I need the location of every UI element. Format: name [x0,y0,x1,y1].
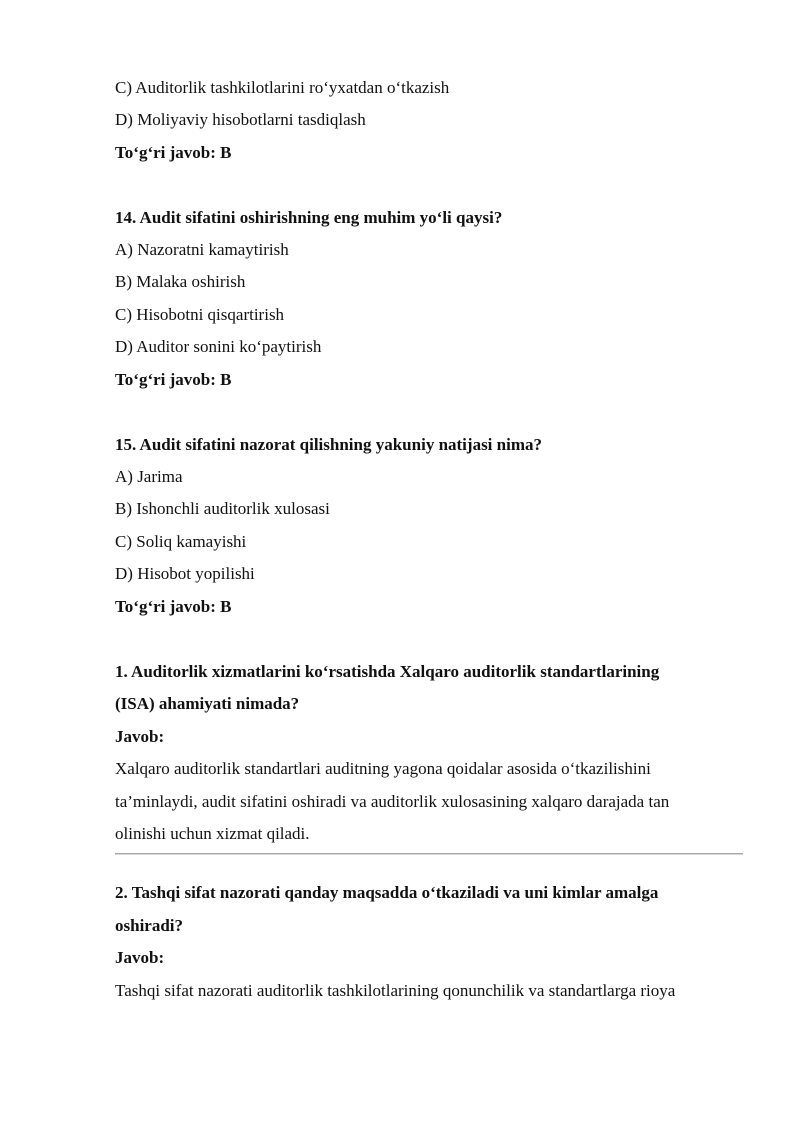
option-c: C) Auditorlik tashkilotlarini ro‘yxatdan o‘tkazish [115,78,450,97]
question-15-option-a: A) Jarima [115,467,183,486]
question-14-option-a: A) Nazoratni kamaytirish [115,240,289,259]
question-14-option-b: B) Malaka oshirish [115,272,246,291]
question-15-option-c: C) Soliq kamayishi [115,532,247,551]
option-d: D) Moliyaviy hisobotlarni tasdiqlash [115,110,366,129]
open-question-1-answer-line-3: olinishi uchun xizmat qiladi. [115,824,310,843]
open-question-1-answer-line-2: ta’minlaydi, audit sifatini oshiradi va auditorlik xulosasining xalqaro darajada tan [115,792,670,811]
section-divider [115,853,743,855]
question-15-option-d: D) Hisobot yopilishi [115,564,255,583]
question-14-option-d: D) Auditor sonini ko‘paytirish [115,337,322,356]
open-question-2-line-1: 2. Tashqi sifat nazorati qanday maqsadda o‘tkaziladi va uni kimlar amalga [115,883,659,902]
open-question-1-line-2: (ISA) ahamiyati nimada? [115,694,300,713]
open-question-2-line-2: oshiradi? [115,916,184,935]
question-15-option-b: B) Ishonchli auditorlik xulosasi [115,499,330,518]
open-question-1-line-1: 1. Auditorlik xizmatlarini ko‘rsatishda Xalqaro auditorlik standartlarining [115,662,660,681]
correct-answer: To‘g‘ri javob: B [115,143,232,162]
open-question-1-answer-label: Javob: [115,727,165,746]
question-14-title: 14. Audit sifatini oshirishning eng muhim yo‘li qaysi? [115,208,503,227]
question-14-option-c: C) Hisobotni qisqartirish [115,305,285,324]
question-15-correct-answer: To‘g‘ri javob: B [115,597,232,616]
open-question-2-answer-line-1: Tashqi sifat nazorati auditorlik tashkilotlarining qonunchilik va standartlarga rioya [115,981,676,1000]
question-15-title: 15. Audit sifatini nazorat qilishning yakuniy natijasi nima? [115,435,542,454]
question-14-correct-answer: To‘g‘ri javob: B [115,370,232,389]
open-question-1-answer-line-1: Xalqaro auditorlik standartlari auditning yagona qoidalar asosida o‘tkazilishini [115,759,651,778]
open-question-2-answer-label: Javob: [115,948,165,967]
